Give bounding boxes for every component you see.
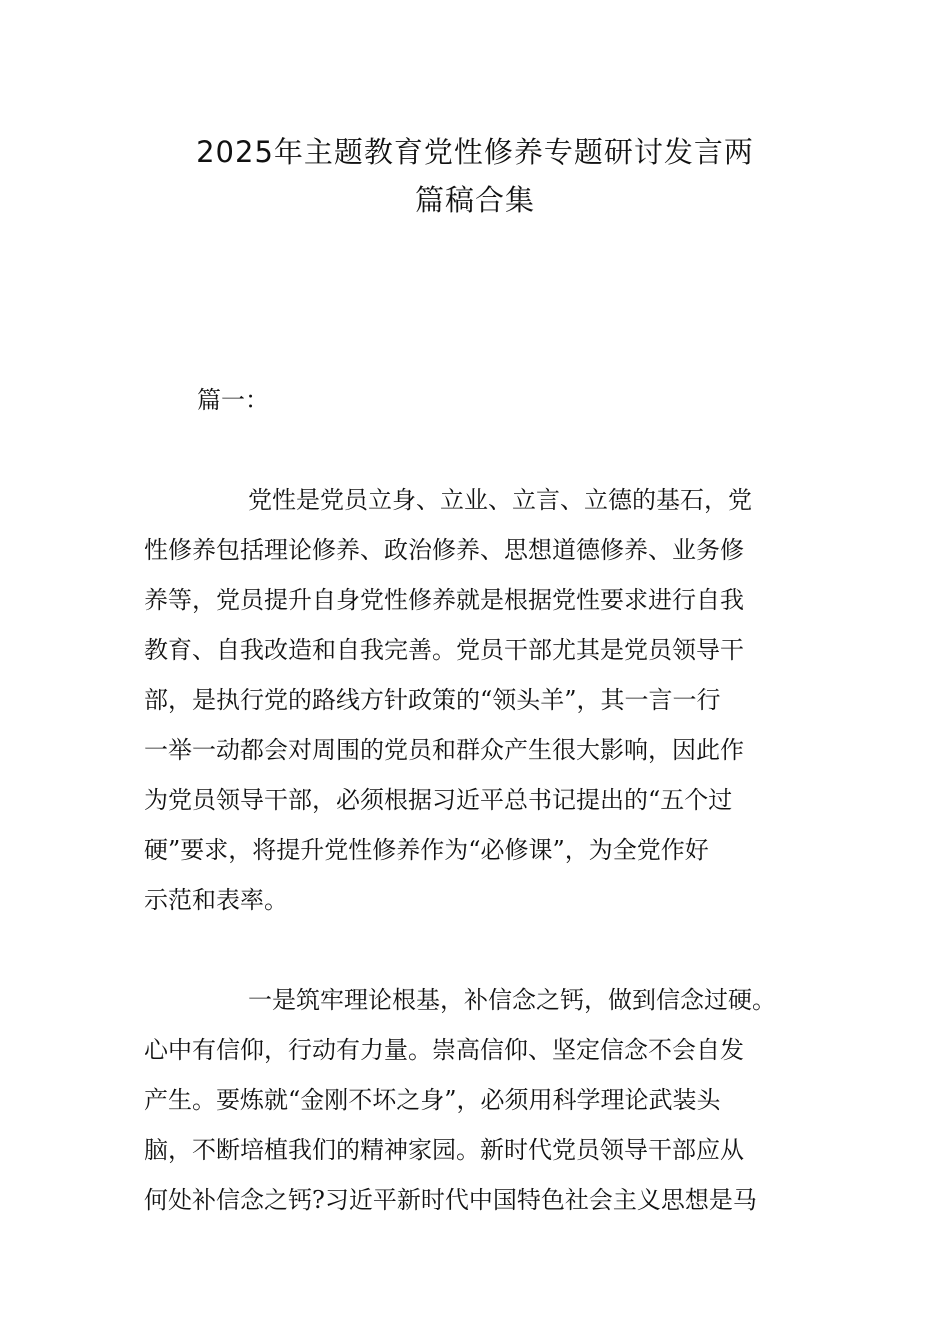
paragraph-line: 养等，党员提升自身党性修养就是根据党性要求进行自我 bbox=[144, 586, 744, 614]
paragraph-line: 为党员领导干部，必须根据习近平总书记提出的“五个过 bbox=[144, 786, 733, 814]
paragraph-line: 示范和表率。 bbox=[144, 886, 288, 914]
paragraph-line: 何处补信念之钙?习近平新时代中国特色社会主义思想是马 bbox=[144, 1186, 757, 1214]
paragraph-line: 党性是党员立身、立业、立言、立德的基石，党 bbox=[248, 486, 752, 514]
paragraph-line: 性修养包括理论修养、政治修养、思想道德修养、业务修 bbox=[144, 536, 744, 564]
paragraph-line: 硬”要求，将提升党性修养作为“必修课”，为全党作好 bbox=[144, 836, 709, 864]
paragraph-line: 心中有信仰，行动有力量。崇高信仰、坚定信念不会自发 bbox=[144, 1036, 744, 1064]
paragraph-line: 产生。要炼就“金刚不坏之身”，必须用科学理论武装头 bbox=[144, 1086, 721, 1114]
paragraph-line: 部，是执行党的路线方针政策的“领头羊”，其一言一行 bbox=[144, 686, 721, 714]
paragraph-line: 一举一动都会对周围的党员和群众产生很大影响，因此作 bbox=[144, 736, 744, 764]
paragraph-line: 一是筑牢理论根基，补信念之钙，做到信念过硬。 bbox=[248, 986, 776, 1014]
section-label: 篇一： bbox=[197, 386, 269, 414]
paragraph-line: 教育、自我改造和自我完善。党员干部尤其是党员领导干 bbox=[144, 636, 744, 664]
paragraph-line: 脑，不断培植我们的精神家园。新时代党员领导干部应从 bbox=[144, 1136, 744, 1164]
document-title-line-2: 篇稿合集 bbox=[414, 183, 535, 217]
document-title-line-1: 2025年主题教育党性修养专题研讨发言两 bbox=[196, 135, 754, 169]
